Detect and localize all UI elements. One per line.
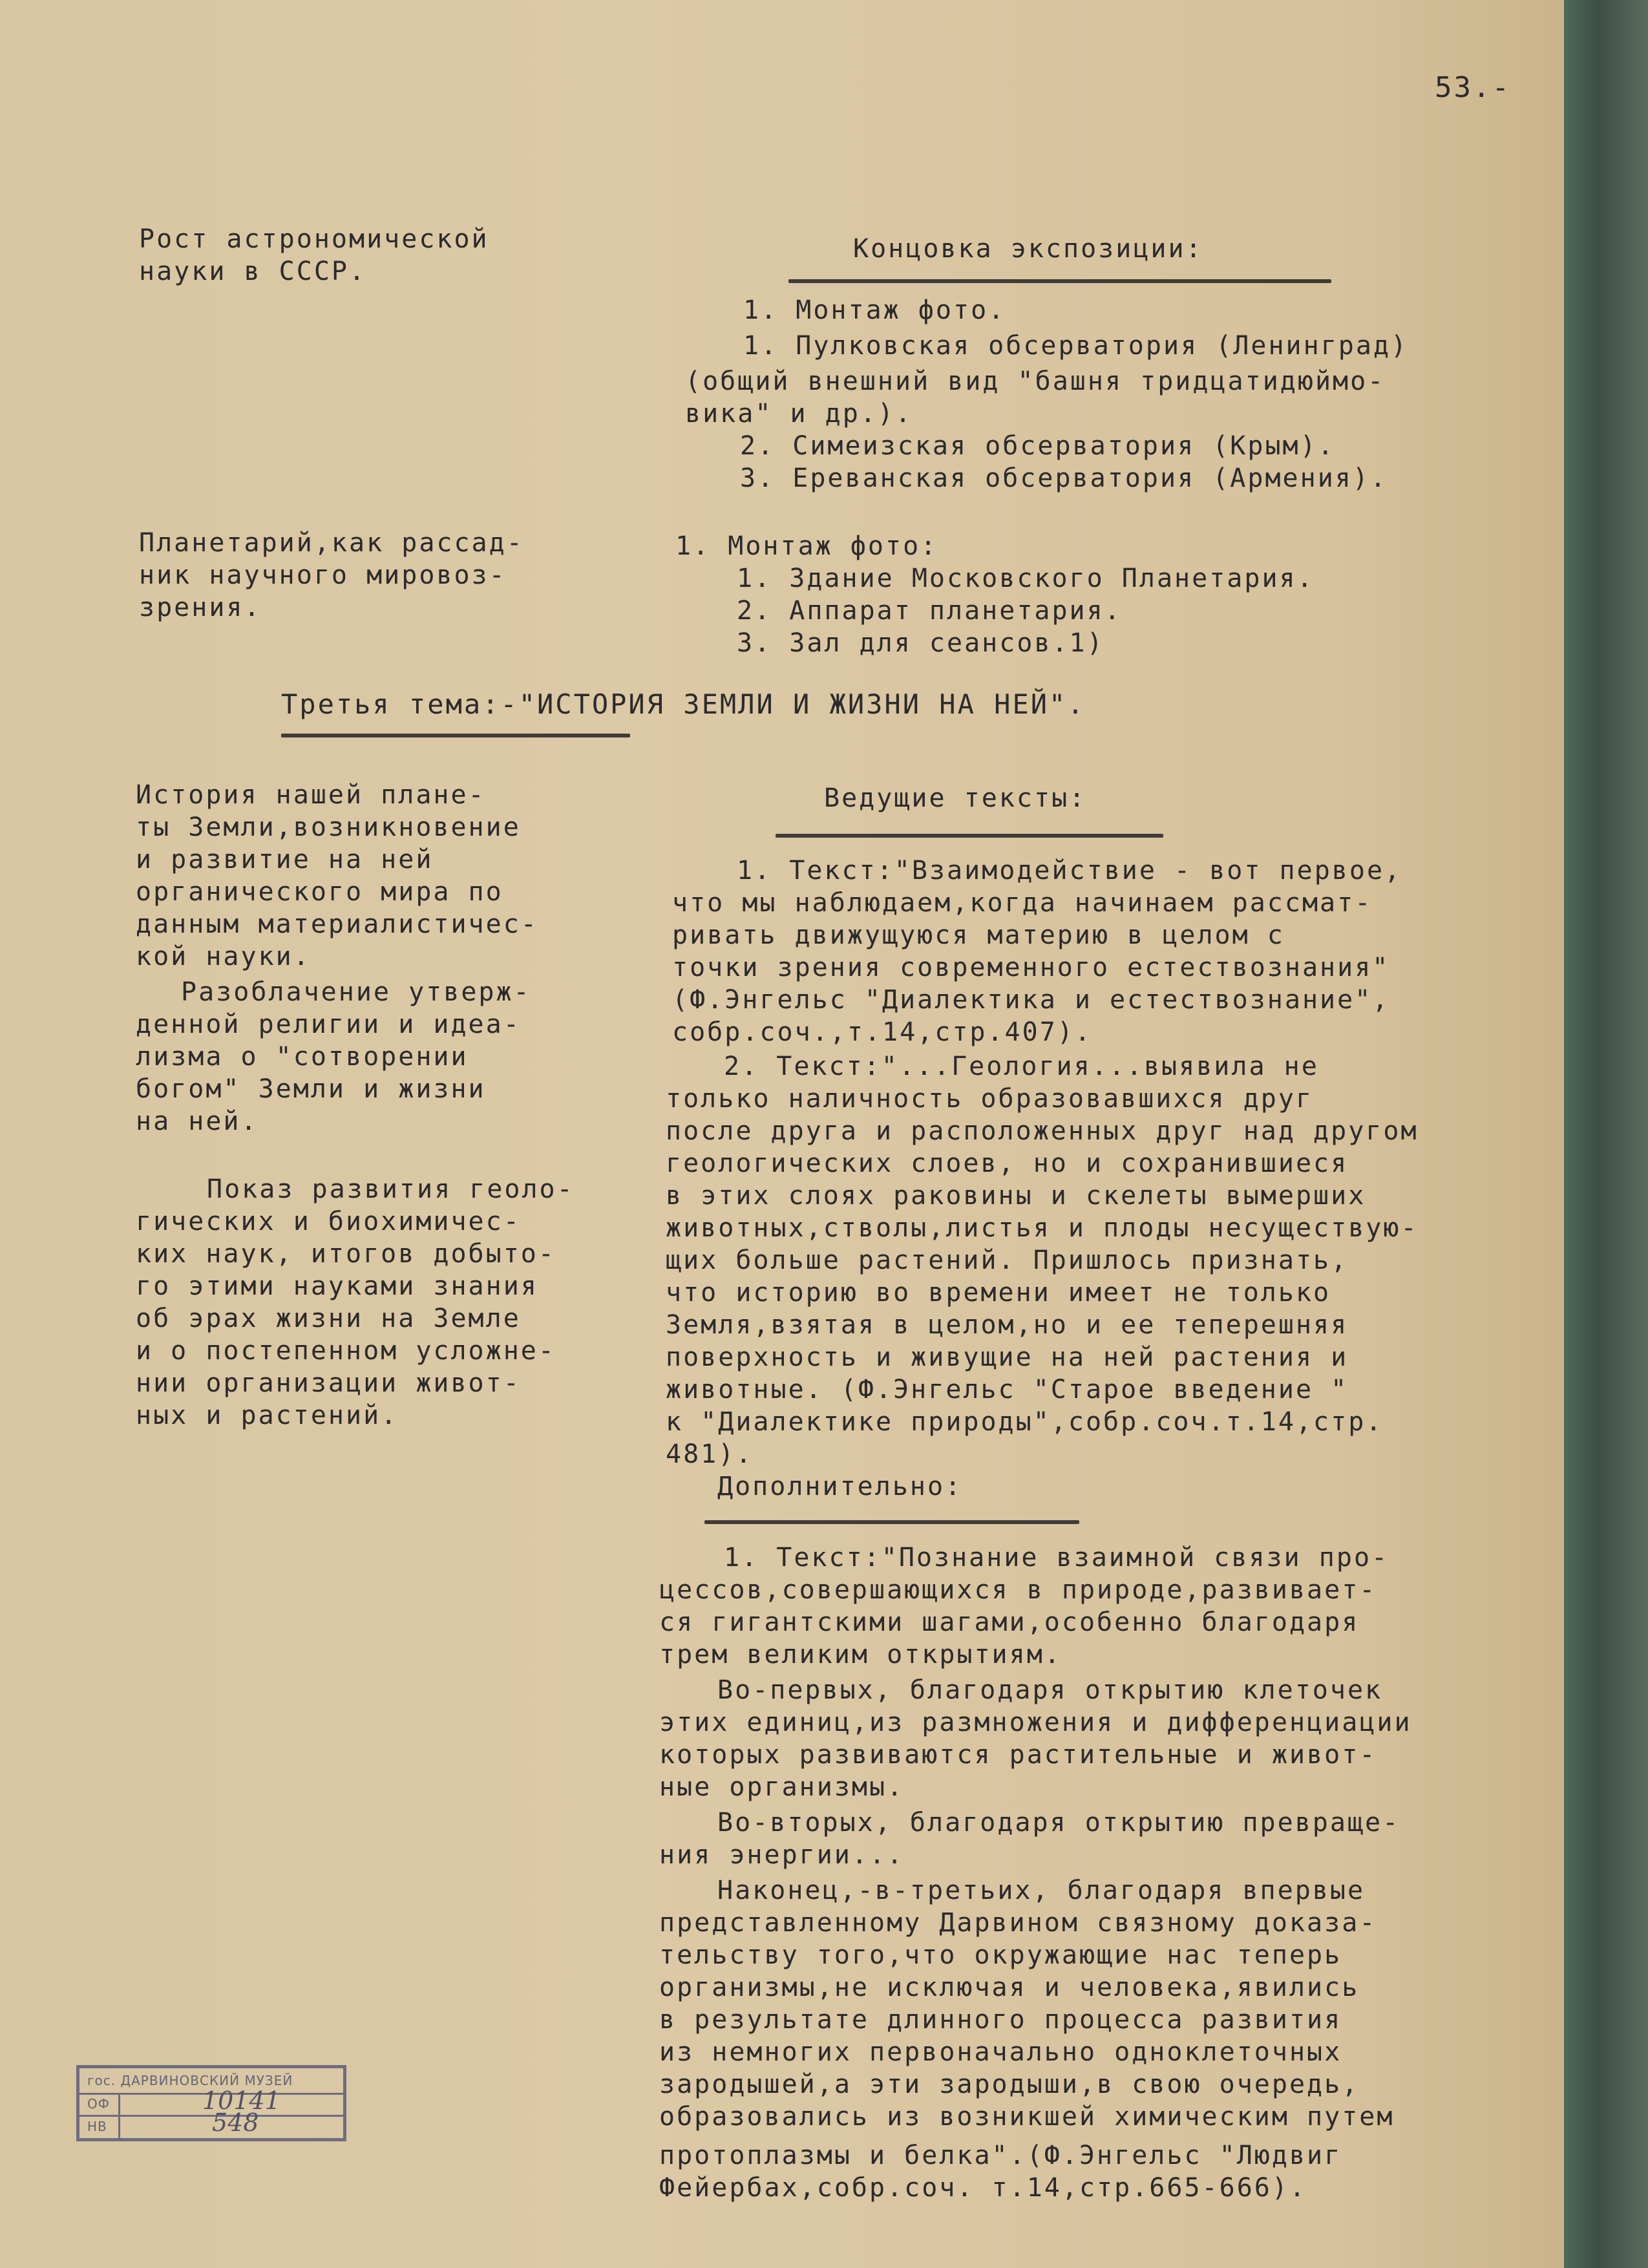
left-para-3-line: и о постепенном усложне- (136, 1336, 556, 1366)
leading-text-line: после друга и расположенных друг над другом (666, 1116, 1419, 1146)
leading-text-line: животные. (Ф.Энгельс "Старое введение " (666, 1375, 1349, 1404)
stamp-divider (118, 2093, 120, 2138)
astronomy-item: (общий внешний вид "башня тридцатидюймо- (685, 366, 1386, 396)
additional-text-line: из немногих первоначально одноклеточных (659, 2037, 1342, 2067)
additional-heading: Дополнительно: (717, 1472, 963, 1501)
astronomy-heading-line-2: науки в СССР. (139, 257, 367, 286)
scan-background-edge (1564, 0, 1648, 2268)
leading-text-line: ривать движущуюся материю в целом с (672, 920, 1285, 950)
astronomy-item: 1. Монтаж фото. (743, 295, 1006, 325)
stamp-of-number: 10141 (202, 2086, 280, 2115)
planetarium-item: 3. Зал для сеансов.1) (737, 628, 1104, 658)
additional-text-line: которых развиваются растительные и живот- (659, 1740, 1377, 1770)
exposition-ending-heading: Концовка экспозиции: (853, 234, 1203, 264)
left-para-1-line: органического мира по (136, 877, 503, 907)
third-theme-underline (281, 734, 630, 737)
left-para-1-line: кой науки. (136, 942, 311, 971)
additional-text-line: Фейербах,собр.соч. т.14,стр.665-666). (659, 2173, 1307, 2203)
astronomy-item: 2. Симеизская обсерватория (Крым). (740, 431, 1335, 461)
leading-text-line: 1. Текст:"Взаимодействие - вот первое, (737, 856, 1402, 885)
leading-text-line: только наличность образовавшихся друг (666, 1084, 1314, 1114)
planetarium-heading-line: зрения. (139, 593, 262, 622)
additional-text-line: Во-вторых, благодаря открытию превраще- (717, 1808, 1400, 1838)
leading-text-line: точки зрения современного естествознания" (672, 953, 1390, 982)
additional-text-line: в результате длинного процесса развития (659, 2005, 1342, 2035)
leading-text-line: в этих слоях раковины и скелеты вымерших (666, 1181, 1366, 1211)
planetarium-item: 1. Монтаж фото: (675, 531, 938, 561)
astronomy-item: 1. Пулковская обсерватория (Ленинград) (743, 331, 1409, 361)
additional-text-line: ся гигантскими шагами,особенно благодаря (659, 1607, 1360, 1637)
additional-text-line: цессов,совершающихся в природе,развивает- (659, 1575, 1377, 1605)
additional-text-line: ния энергии... (659, 1840, 905, 1870)
leading-text-line: 481). (666, 1439, 754, 1469)
leading-text-line: что мы наблюдаем,когда начинаем рассмат- (672, 888, 1373, 918)
leading-texts-underline (776, 834, 1163, 838)
museum-inventory-stamp (76, 2065, 346, 2141)
stamp-museum-name: гос. ДАРВИНОВСКИЙ МУЗЕЙ (87, 2073, 293, 2088)
exposition-ending-underline (788, 279, 1331, 283)
additional-text-line: образовались из возникшей химическим путем (659, 2102, 1395, 2132)
leading-text-line: к "Диалектике природы",собр.соч.т.14,стр. (666, 1407, 1384, 1437)
leading-text-line: (Ф.Энгельс "Диалектика и естествознание", (672, 985, 1390, 1015)
left-para-2-line: лизма о "сотворении (136, 1042, 469, 1072)
stamp-nv-label: НВ (87, 2119, 107, 2134)
leading-text-line: щих больше растений. Пришлось признать, (666, 1245, 1349, 1275)
planetarium-heading-line: ник научного мировоз- (139, 560, 507, 590)
leading-texts-heading: Ведущие тексты: (824, 783, 1087, 813)
additional-text-line: тельству того,что окружающие нас теперь (659, 1940, 1342, 1970)
planetarium-item: 2. Аппарат планетария. (737, 596, 1122, 626)
leading-text-line: геологических слоев, но и сохранившиеся (666, 1149, 1349, 1178)
third-theme-title: Третья тема:-"ИСТОРИЯ ЗЕМЛИ И ЖИЗНИ НА НЕЙ". (281, 688, 1086, 720)
left-para-2-line: на ней. (136, 1107, 259, 1136)
left-para-2-line: денной религии и идеа- (136, 1010, 521, 1039)
left-para-3-line: гических и биохимичес- (136, 1207, 521, 1236)
astronomy-item: вика" и др.). (685, 399, 913, 429)
stamp-of-label: ОФ (87, 2096, 110, 2112)
astronomy-item: 3. Ереванская обсерватория (Армения). (740, 463, 1388, 493)
left-para-1-line: данным материалистичес- (136, 909, 538, 939)
planetarium-heading-line: Планетарий,как рассад- (139, 528, 524, 558)
additional-text-line: представленному Дарвином связному доказа- (659, 1908, 1377, 1938)
left-para-2-line: Разоблачение утверж- (181, 977, 531, 1007)
leading-text-line: животных,стволы,листья и плоды несуществую- (666, 1213, 1419, 1243)
left-para-3-line: Показ развития геоло- (207, 1174, 575, 1204)
leading-text-line: 2. Текст:"...Геология...выявила не (724, 1052, 1319, 1081)
left-para-3-line: ких наук, итогов добыто- (136, 1239, 556, 1269)
left-para-1-line: и развитие на ней (136, 845, 434, 874)
left-para-1-line: История нашей плане- (136, 780, 486, 810)
left-para-3-line: го этими науками знания (136, 1271, 538, 1301)
left-para-3-line: нии организации живот- (136, 1368, 521, 1398)
left-para-3-line: об эрах жизни на Земле (136, 1304, 521, 1333)
additional-text-line: трем великим открытиям. (659, 1640, 1062, 1669)
left-para-2-line: богом" Земли и жизни (136, 1074, 486, 1104)
additional-text-line: зародышей,а эти зародыши,в свою очередь, (659, 2070, 1360, 2099)
additional-text-line: Во-первых, благодаря открытию клеточек (717, 1675, 1383, 1705)
leading-text-line: собр.соч.,т.14,стр.407). (672, 1017, 1092, 1047)
additional-text-line: ные организмы. (659, 1772, 905, 1802)
additional-text-line: Наконец,-в-третьих, благодаря впервые (717, 1876, 1366, 1905)
stamp-nv-number: 548 (212, 2108, 259, 2137)
page-number: 53.- (1435, 71, 1511, 104)
left-para-3-line: ных и растений. (136, 1401, 399, 1430)
additional-text-line: этих единиц,из размножения и дифференциации (659, 1708, 1412, 1737)
left-para-1-line: ты Земли,возникновение (136, 812, 521, 842)
leading-text-line: Земля,взятая в целом,но и ее теперешняя (666, 1310, 1349, 1340)
additional-text-line: организмы,не исключая и человека,явились (659, 1973, 1360, 2002)
planetarium-item: 1. Здание Московского Планетария. (737, 564, 1315, 593)
additional-underline (704, 1520, 1079, 1524)
additional-text-line: 1. Текст:"Познание взаимной связи про- (724, 1543, 1389, 1573)
leading-text-line: что историю во времени имеет не только (666, 1278, 1331, 1308)
additional-text-line: протоплазмы и белка".(Ф.Энгельс "Людвиг (659, 2141, 1342, 2170)
leading-text-line: поверхность и живущие на ней растения и (666, 1342, 1349, 1372)
astronomy-heading-line-1: Рост астрономической (139, 224, 489, 254)
